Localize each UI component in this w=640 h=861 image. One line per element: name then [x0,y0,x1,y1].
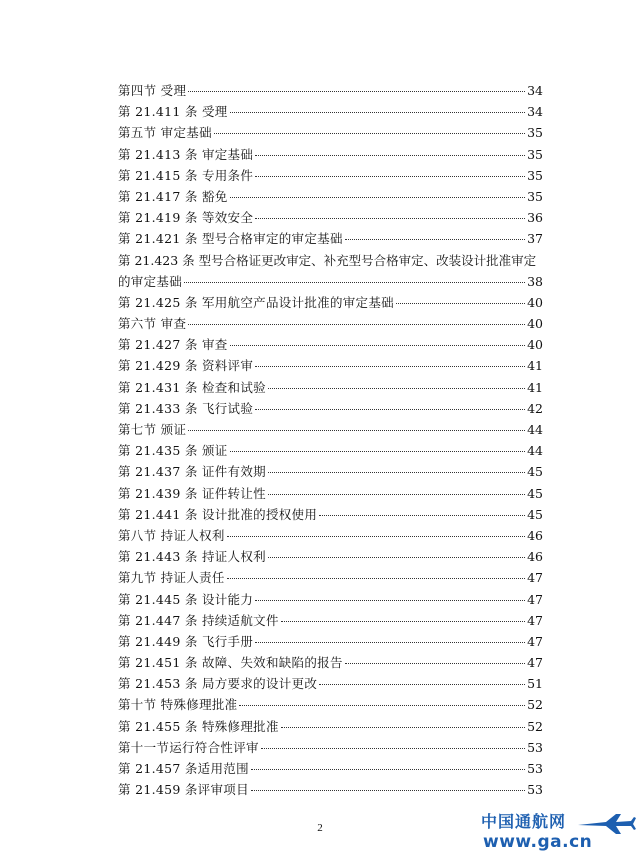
toc-entry-page: 53 [527,739,543,755]
toc-entry[interactable] [118,652,543,673]
dot-leader [255,176,525,177]
toc-entry[interactable] [118,525,543,546]
toc-entry-page: 42 [527,400,543,416]
toc-entry[interactable] [118,165,543,186]
dot-leader [230,197,526,198]
toc-entry-title: 第 21.455 条 特殊修理批准 [118,718,279,734]
watermark-title: 中国通航网 [481,812,567,831]
toc-entry-title: 第 21.439 条 证件转让性 [118,485,266,501]
toc-entry-title: 第十节 特殊修理批准 [118,697,238,713]
toc-entry[interactable] [118,694,543,715]
toc-entry-page: 51 [527,676,543,692]
toc-entry-page: 35 [527,125,543,141]
toc-entry-page: 40 [527,316,543,332]
dot-leader [281,621,525,622]
toc-entry[interactable] [118,334,543,355]
toc-entry[interactable] [118,377,543,398]
toc-entry[interactable] [118,292,543,313]
toc-entry-title: 第 21.447 条 持续适航文件 [118,612,279,628]
toc-entry[interactable] [118,228,543,249]
toc-entry[interactable] [118,779,543,800]
watermark-url: www.ga.cn [483,832,593,852]
toc-entry-title: 第六节 审查 [118,316,187,332]
toc-entry-page: 35 [527,188,543,204]
toc-entry-page: 35 [527,146,543,162]
dot-leader [230,345,526,346]
dot-leader [345,239,525,240]
toc-entry[interactable] [118,398,543,419]
toc-entry[interactable] [118,250,543,292]
dot-leader [188,324,525,325]
toc-entry-title: 第 21.459 条评审项目 [118,782,249,798]
toc-entry-page: 40 [527,337,543,353]
toc-entry-page: 45 [527,464,543,480]
toc-entry-page: 47 [527,612,543,628]
toc-entry-page: 45 [527,506,543,522]
toc-entry[interactable] [118,589,543,610]
toc-entry[interactable] [118,440,543,461]
dot-leader [184,282,525,283]
toc-entry-page: 44 [527,422,543,438]
toc-entry-title: 第七节 颁证 [118,422,187,438]
dot-leader [255,642,525,643]
dot-leader [227,536,525,537]
dot-leader [214,133,525,134]
dot-leader [188,430,525,431]
toc-entry-page: 38 [527,273,543,289]
toc-entry-title-continued: 的审定基础 [118,273,183,289]
toc-entry-page: 53 [527,782,543,798]
toc-entry-title: 第 21.423 条 型号合格证更改审定、补充型号合格审定、改装设计批准审定 [118,252,537,268]
toc-entry-page: 52 [527,697,543,713]
dot-leader [239,705,525,706]
toc-entry-page: 44 [527,443,543,459]
toc-entry[interactable] [118,207,543,228]
toc-entry[interactable] [118,673,543,694]
toc-entry-title: 第四节 受理 [118,83,187,98]
toc-entry[interactable] [118,101,543,122]
dot-leader [261,748,525,749]
toc-entry-page: 53 [527,761,543,777]
dot-leader [396,303,525,304]
dot-leader [319,515,525,516]
toc-entry-page: 35 [527,167,543,183]
toc-entry-page: 47 [527,633,543,649]
toc-entry-page: 46 [527,549,543,565]
toc-entry[interactable] [118,461,543,482]
page-number: 2 [317,822,323,834]
toc-entry-title: 第 21.427 条 审查 [118,337,228,353]
dot-leader [230,112,526,113]
toc-entry-title: 第 21.453 条 局方要求的设计更改 [118,676,318,692]
toc-entry-page: 37 [527,231,543,247]
toc-entry-title: 第 21.433 条 飞行试验 [118,400,254,416]
toc-entry[interactable] [118,483,543,504]
dot-leader [268,494,525,495]
toc-entry-page: 41 [527,379,543,395]
toc-entry-page: 34 [527,104,543,120]
toc-entry-title: 第 21.443 条 持证人权利 [118,549,266,565]
toc-entry-page: 47 [527,591,543,607]
toc-entry-title: 第 21.417 条 豁免 [118,188,228,204]
toc-entry[interactable] [118,504,543,525]
toc-entry[interactable] [118,737,543,758]
dot-leader [230,451,526,452]
table-of-contents [118,80,543,800]
toc-entry-title: 第 21.421 条 型号合格审定的审定基础 [118,231,343,247]
toc-entry-title: 第 21.437 条 证件有效期 [118,464,266,480]
dot-leader [281,727,525,728]
toc-entry-page: 52 [527,718,543,734]
toc-entry[interactable] [118,419,543,440]
toc-entry-title: 第 21.431 条 检查和试验 [118,379,266,395]
dot-leader [251,769,525,770]
toc-entry-page: 41 [527,358,543,374]
toc-entry-title: 第 21.451 条 故障、失效和缺陷的报告 [118,655,343,671]
toc-entry-title: 第 21.429 条 资料评审 [118,358,254,374]
dot-leader [188,91,525,92]
dot-leader [345,663,525,664]
dot-leader [227,578,525,579]
toc-entry-title: 第九节 持证人责任 [118,570,225,586]
toc-entry[interactable] [118,546,543,567]
toc-entry[interactable] [118,716,543,737]
toc-entry-title: 第 21.415 条 专用条件 [118,167,254,183]
toc-entry-title: 第 21.457 条适用范围 [118,761,249,777]
toc-entry-page: 36 [527,210,543,226]
dot-leader [255,409,525,410]
toc-entry-title: 第 21.419 条 等效安全 [118,210,254,226]
toc-entry[interactable] [118,122,543,143]
toc-entry-page: 45 [527,485,543,501]
dot-leader [319,684,525,685]
toc-entry-page: 47 [527,655,543,671]
toc-entry-page: 40 [527,294,543,310]
dot-leader [255,218,525,219]
toc-entry-title: 第 21.441 条 设计批准的授权使用 [118,506,318,522]
dot-leader [268,472,525,473]
toc-entry-title: 第 21.449 条 飞行手册 [118,633,254,649]
toc-entry-title: 第 21.425 条 军用航空产品设计批准的审定基础 [118,294,394,310]
toc-entry[interactable] [118,610,543,631]
dot-leader [255,366,525,367]
toc-entry[interactable] [118,631,543,652]
toc-entry[interactable] [118,313,543,334]
dot-leader [255,155,525,156]
toc-entry-title: 第 21.413 条 审定基础 [118,146,254,162]
watermark-logo [481,809,636,857]
toc-entry[interactable] [118,355,543,376]
toc-entry-title: 第 21.411 条 受理 [118,104,228,120]
toc-entry-title: 第十一节运行符合性评审 [118,739,259,755]
toc-entry[interactable] [118,186,543,207]
dot-leader [251,790,525,791]
toc-entry-page: 47 [527,570,543,586]
toc-entry-title: 第八节 持证人权利 [118,527,225,543]
toc-entry-page: 34 [527,83,543,98]
toc-entry[interactable] [118,144,543,165]
toc-entry-title: 第 21.435 条 颁证 [118,443,228,459]
dot-leader [255,600,525,601]
dot-leader [268,388,525,389]
toc-entry[interactable] [118,567,543,588]
toc-entry-page: 46 [527,527,543,543]
toc-entry-title: 第五节 审定基础 [118,125,212,141]
dot-leader [268,557,525,558]
toc-entry[interactable] [118,758,543,779]
toc-entry[interactable] [118,80,543,101]
toc-entry-title: 第 21.445 条 设计能力 [118,591,254,607]
